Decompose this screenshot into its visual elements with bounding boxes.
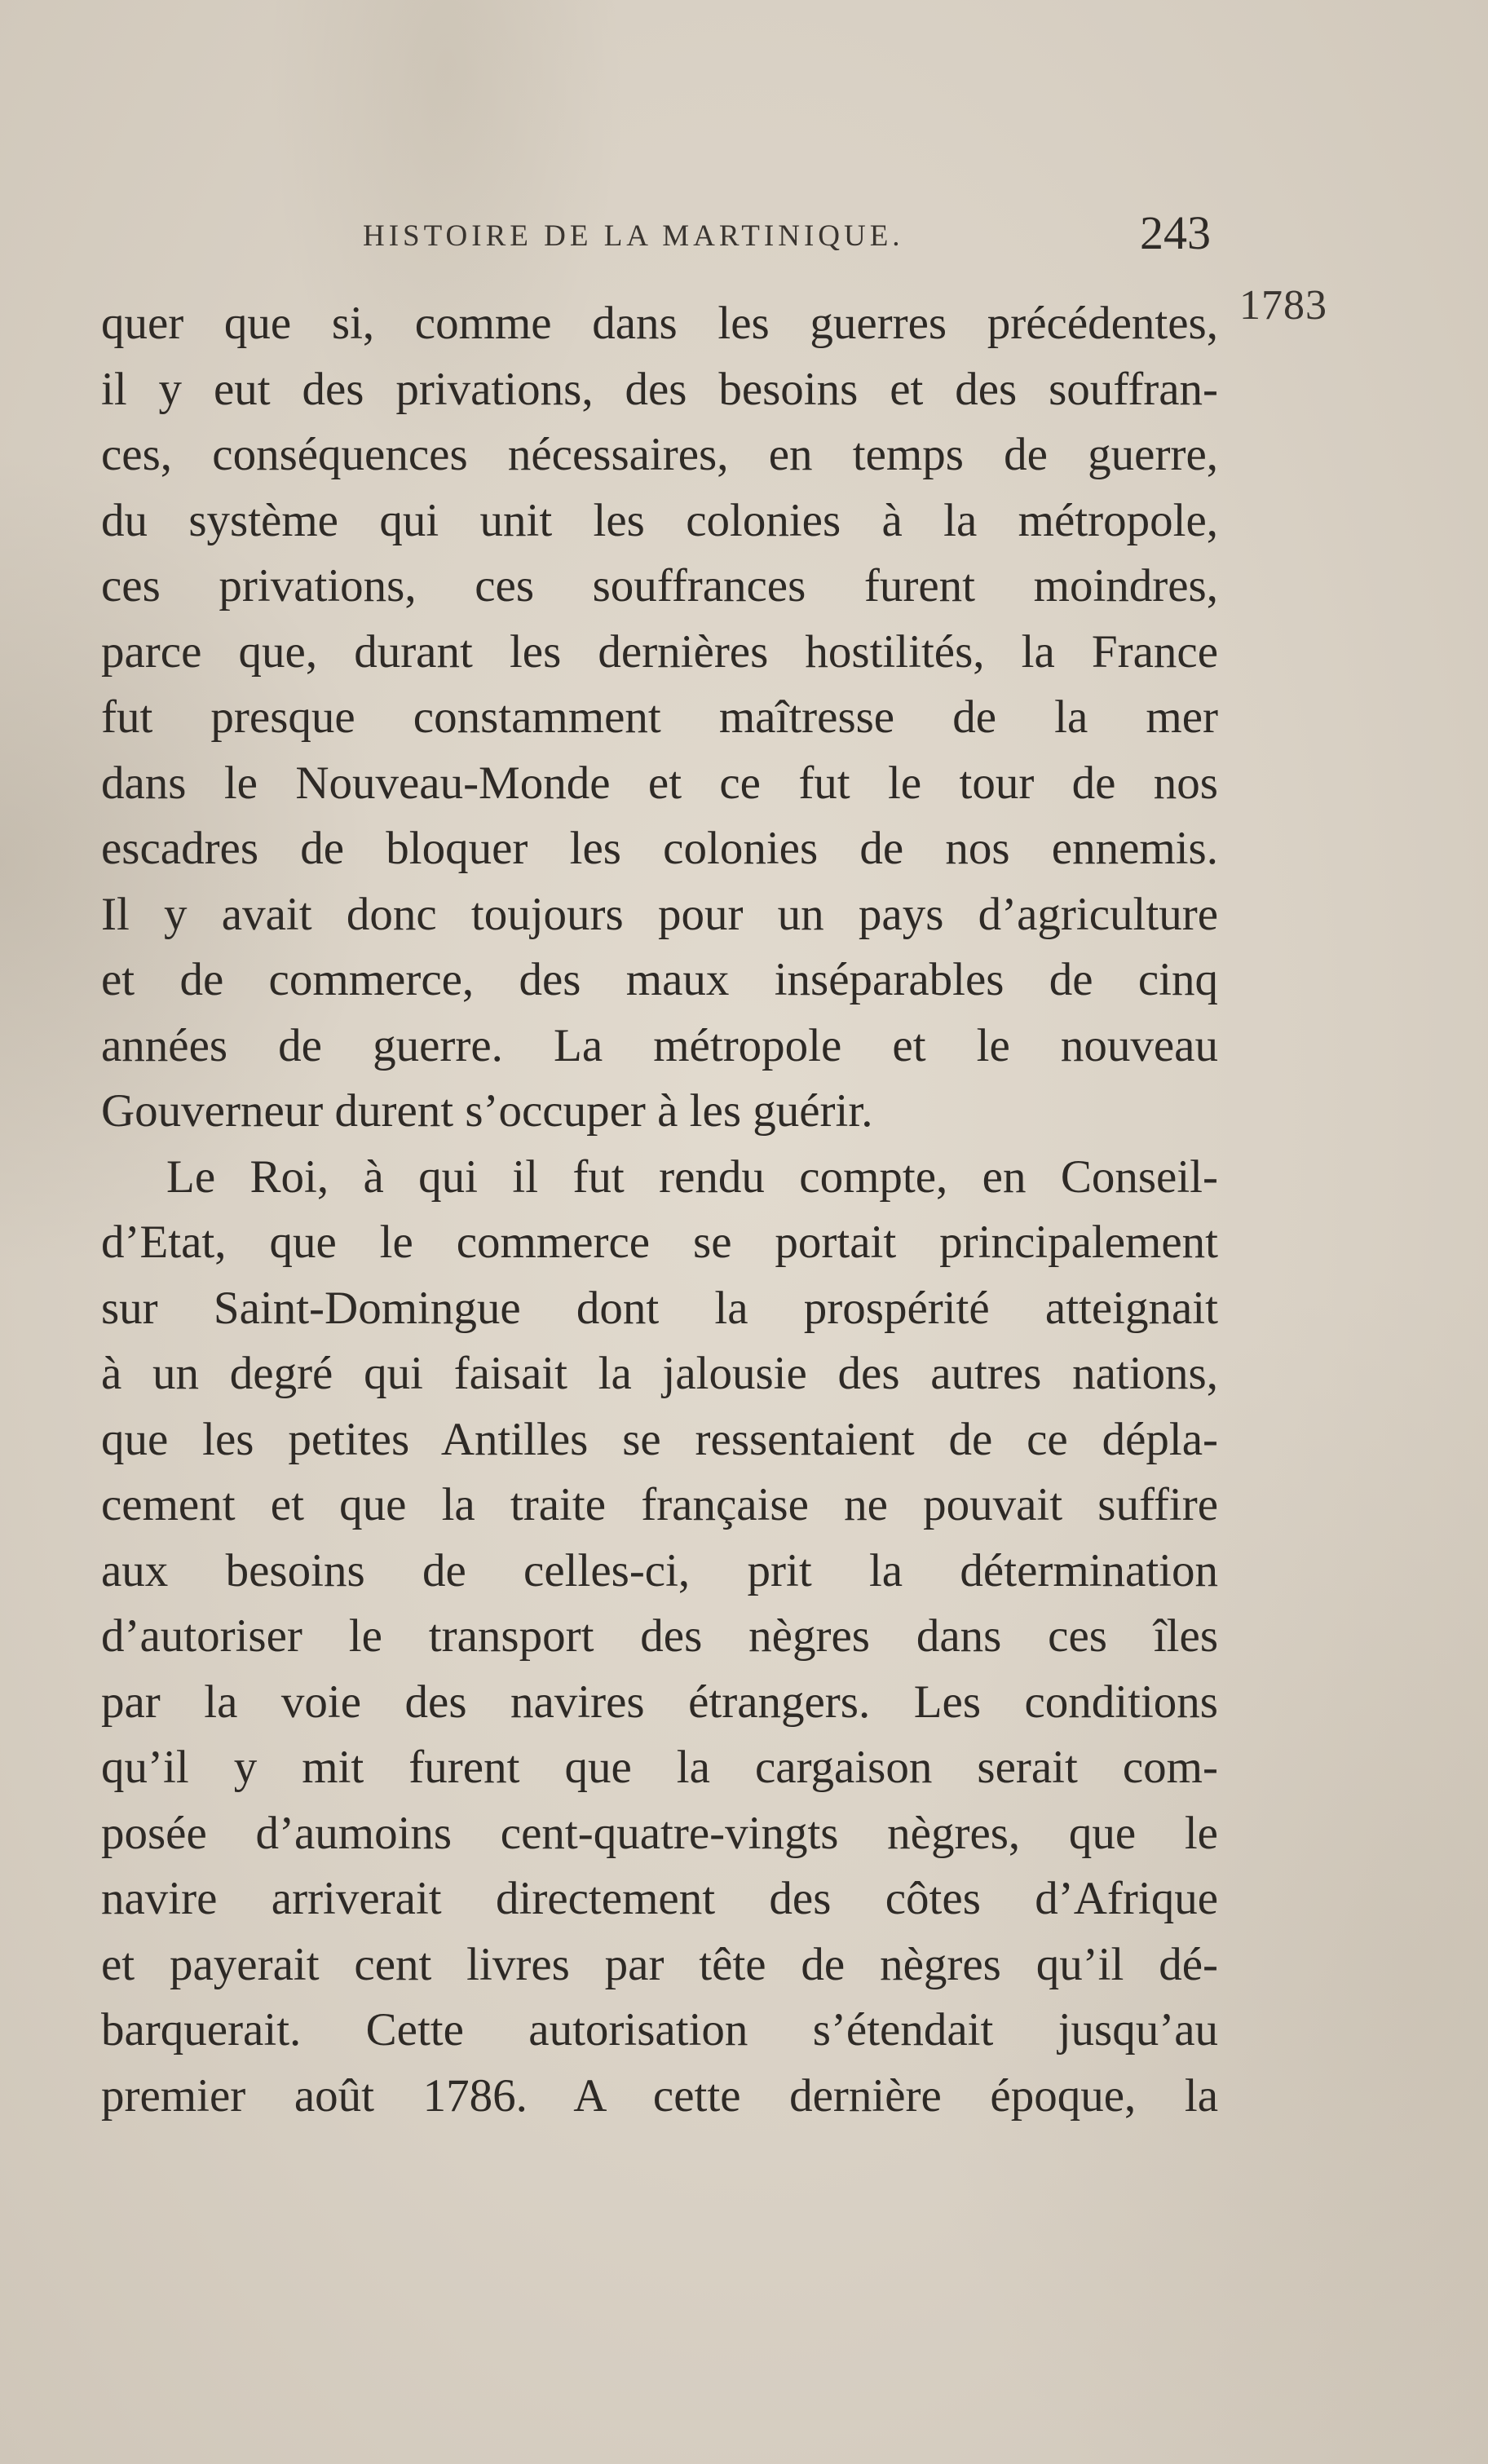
text-line: et payerait cent livres par tête de nègres qu’il dé- — [101, 1938, 1218, 1990]
text-line: navire arriverait directement des côtes d’Afrique — [101, 1873, 1218, 1924]
text-line: du système qui unit les colonies à la métropole, — [101, 494, 1218, 546]
text-line: d’Etat, que le commerce se portait principalement — [101, 1217, 1218, 1268]
text-line: par la voie des navires étrangers. Les conditions — [101, 1676, 1218, 1728]
page-number: 243 — [1140, 206, 1211, 259]
text-line: aux besoins de celles-ci, prit la détermination — [101, 1544, 1218, 1596]
text-line: Il y avait donc toujours pour un pays d’agriculture — [101, 888, 1218, 940]
running-head-title: HISTOIRE DE LA MARTINIQUE. — [363, 219, 904, 253]
text-line: ces privations, ces souffrances furent moindres, — [101, 560, 1218, 612]
text-line: barquerait. Cette autorisation s’étendait jusqu’au — [101, 2004, 1218, 2056]
text-line: que les petites Antilles se ressentaient de ce dépla- — [101, 1413, 1218, 1465]
text-line: posée d’aumoins cent-quatre-vingts nègres, que le — [101, 1807, 1218, 1859]
text-line: et de commerce, des maux inséparables de cinq — [101, 954, 1218, 1005]
margin-year-note: 1783 — [1239, 282, 1327, 329]
text-line: quer que si, comme dans les guerres précédentes, — [101, 298, 1218, 349]
text-line: escadres de bloquer les colonies de nos ennemis. — [101, 823, 1218, 874]
text-line: d’autoriser le transport des nègres dans ces îles — [101, 1610, 1218, 1662]
text-line: premier août 1786. A cette dernière époque, la — [101, 2069, 1218, 2122]
paragraph-start-line: Le Roi, à qui il fut rendu compte, en Conseil- — [166, 1150, 1218, 1203]
text-line: parce que, durant les dernières hostilités, la France — [101, 625, 1218, 678]
text-line: cement et que la traite française ne pouvait suffire — [101, 1479, 1218, 1530]
text-line: à un degré qui faisait la jalousie des autres nations, — [101, 1348, 1218, 1399]
text-line: années de guerre. La métropole et le nouveau — [101, 1019, 1218, 1071]
text-line: il y eut des privations, des besoins et des souffran- — [101, 363, 1218, 415]
text-line: qu’il y mit furent que la cargaison serait com- — [101, 1742, 1218, 1793]
text-line: fut presque constamment maîtresse de la mer — [101, 691, 1218, 743]
paragraph-end-line: Gouverneur durent s’occuper à les guérir. — [101, 1085, 873, 1137]
text-line: sur Saint-Domingue dont la prospérité atteignait — [101, 1282, 1218, 1334]
text-line: dans le Nouveau-Monde et ce fut le tour de nos — [101, 757, 1218, 809]
body-text — [101, 291, 1218, 2129]
text-line: ces, conséquences nécessaires, en temps de guerre, — [101, 429, 1218, 480]
